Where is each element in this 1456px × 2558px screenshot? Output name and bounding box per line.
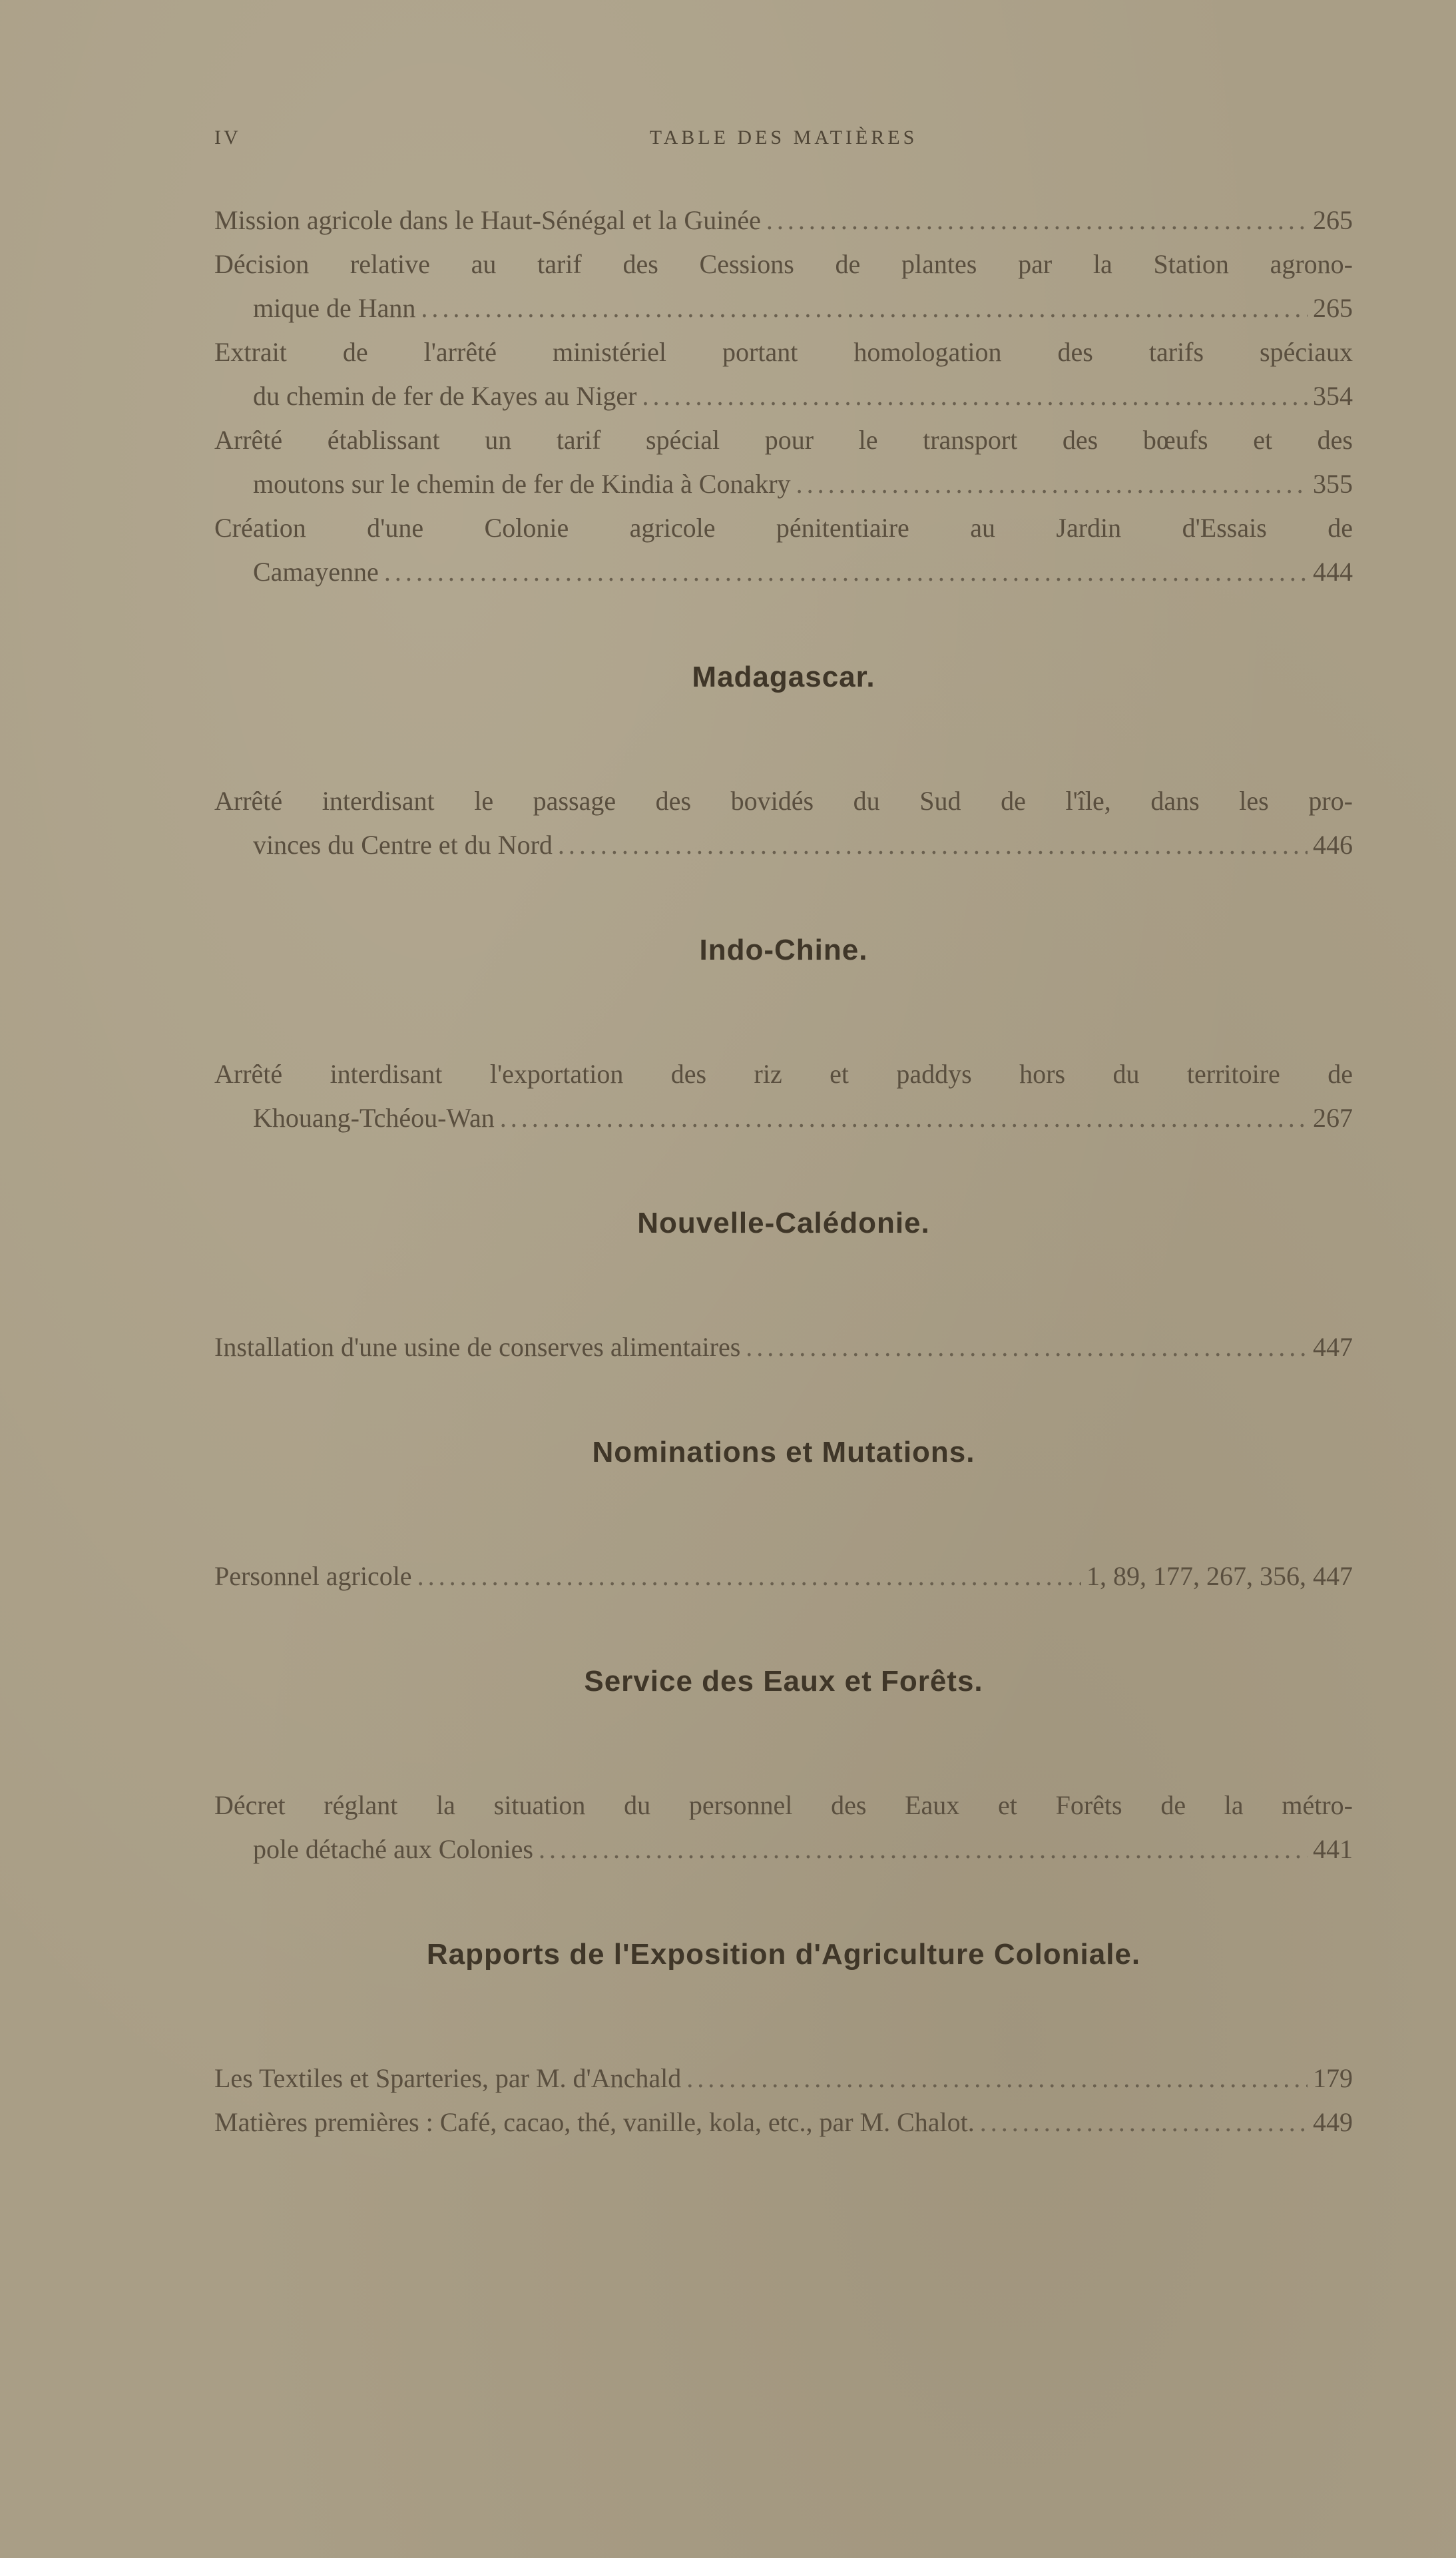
heading-spacer [214, 1469, 1353, 1554]
toc-entry [214, 198, 1353, 242]
entry-last-line [214, 2057, 1353, 2100]
section-heading: Nouvelle-Calédonie. [637, 1207, 930, 1239]
toc-entry [214, 1554, 1353, 1598]
entry-text: moutons sur le chemin de fer de Kindia à Conakry [253, 469, 791, 499]
dot-leader [421, 286, 1308, 330]
toc-entry [214, 2057, 1353, 2100]
dot-leader [539, 1827, 1308, 1871]
toc-entry [214, 1325, 1353, 1369]
section-spacer [214, 1871, 1353, 1938]
entry-text: Personnel agricole [214, 1561, 412, 1591]
section-spacer [214, 867, 1353, 934]
section-heading: Madagascar. [692, 661, 875, 693]
page-reference: 449 [1313, 2107, 1353, 2137]
toc-entry [214, 1783, 1353, 1871]
entry-text-line: Décision relative au tarif des Cessions de plantes par la Station agrono- [214, 249, 1353, 279]
dot-leader [796, 462, 1308, 506]
entry-last-line [214, 550, 1353, 594]
page-reference: 354 [1313, 381, 1353, 411]
page-reference: 446 [1313, 830, 1353, 860]
section-heading: Indo-Chine. [699, 934, 868, 966]
dot-leader [642, 374, 1308, 418]
table-of-contents [214, 198, 1353, 2144]
entry-text: Camayenne [253, 557, 379, 587]
running-head [214, 127, 1353, 160]
dot-leader [558, 823, 1308, 867]
dot-leader [766, 198, 1308, 242]
entry-text-line: Création d'une Colonie agricole pénitentiaire au Jardin d'Essais de [214, 513, 1353, 543]
page-reference: 1, 89, 177, 267, 356, 447 [1087, 1561, 1353, 1591]
heading-spacer [214, 1698, 1353, 1783]
entry-text: Les Textiles et Sparteries, par M. d'Anchald [214, 2063, 682, 2093]
toc-entry [214, 2100, 1353, 2144]
toc-entry [214, 506, 1353, 594]
section-heading: Rapports de l'Exposition d'Agriculture Coloniale. [426, 1938, 1141, 1971]
entry-text-line: Extrait de l'arrêté ministériel portant homologation des tarifs spéciaux [214, 337, 1353, 367]
heading-spacer [214, 967, 1353, 1052]
heading-spacer [214, 1240, 1353, 1325]
section-heading: Nominations et Mutations. [592, 1436, 975, 1468]
heading-spacer [214, 694, 1353, 779]
dot-leader [417, 1554, 1081, 1598]
page-reference: 265 [1313, 205, 1353, 235]
entry-last-line [214, 1554, 1353, 1598]
entry-text-line: Décret réglant la situation du personnel des Eaux et Forêts de la métro- [214, 1790, 1353, 1820]
page-reference: 179 [1313, 2063, 1353, 2093]
dot-leader [980, 2100, 1308, 2144]
entry-text-line: Arrêté interdisant l'exportation des riz et paddys hors du territoire de [214, 1059, 1353, 1089]
entry-text-line: Arrêté interdisant le passage des bovidés du Sud de l'île, dans les pro- [214, 786, 1353, 816]
dot-leader [746, 1325, 1308, 1369]
entry-last-line [214, 823, 1353, 867]
entry-last-line [214, 374, 1353, 418]
entry-text: Mission agricole dans le Haut-Sénégal et la Guinée [214, 205, 761, 235]
entry-text: Matières premières : Café, cacao, thé, vanille, kola, etc., par M. Chalot. [214, 2107, 975, 2137]
entry-last-line [214, 198, 1353, 242]
entry-last-line [214, 1325, 1353, 1369]
entry-last-line [214, 1096, 1353, 1140]
toc-entry [214, 242, 1353, 330]
toc-entry [214, 418, 1353, 506]
entry-text: vinces du Centre et du Nord [253, 830, 553, 860]
section-spacer [214, 1369, 1353, 1436]
toc-entry [214, 1052, 1353, 1140]
running-title: TABLE DES MATIÈRES [649, 127, 918, 149]
entry-last-line [214, 462, 1353, 506]
entry-last-line [214, 286, 1353, 330]
entry-text: Installation d'une usine de conserves alimentaires [214, 1332, 741, 1362]
page-reference: 441 [1313, 1834, 1353, 1864]
page-reference: 355 [1313, 469, 1353, 499]
page-reference: 267 [1313, 1103, 1353, 1133]
page-reference: 444 [1313, 557, 1353, 587]
heading-spacer [214, 1971, 1353, 2057]
entry-last-line [214, 2100, 1353, 2144]
toc-entry [214, 330, 1353, 418]
page-folio: IV [214, 127, 241, 149]
toc-entry [214, 779, 1353, 867]
entry-text: pole détaché aux Colonies [253, 1834, 533, 1864]
page-reference: 447 [1313, 1332, 1353, 1362]
dot-leader [384, 550, 1308, 594]
section-spacer [214, 594, 1353, 661]
dot-leader [500, 1096, 1308, 1140]
dot-leader [686, 2057, 1308, 2100]
entry-text: mique de Hann [253, 293, 416, 323]
entry-text: du chemin de fer de Kayes au Niger [253, 381, 637, 411]
section-spacer [214, 1140, 1353, 1207]
entry-text: Khouang-Tchéou-Wan [253, 1103, 495, 1133]
entry-last-line [214, 1827, 1353, 1871]
section-heading: Service des Eaux et Forêts. [584, 1665, 983, 1698]
page-reference: 265 [1313, 293, 1353, 323]
entry-text-line: Arrêté établissant un tarif spécial pour le transport des bœufs et des [214, 425, 1353, 455]
section-spacer [214, 1598, 1353, 1665]
